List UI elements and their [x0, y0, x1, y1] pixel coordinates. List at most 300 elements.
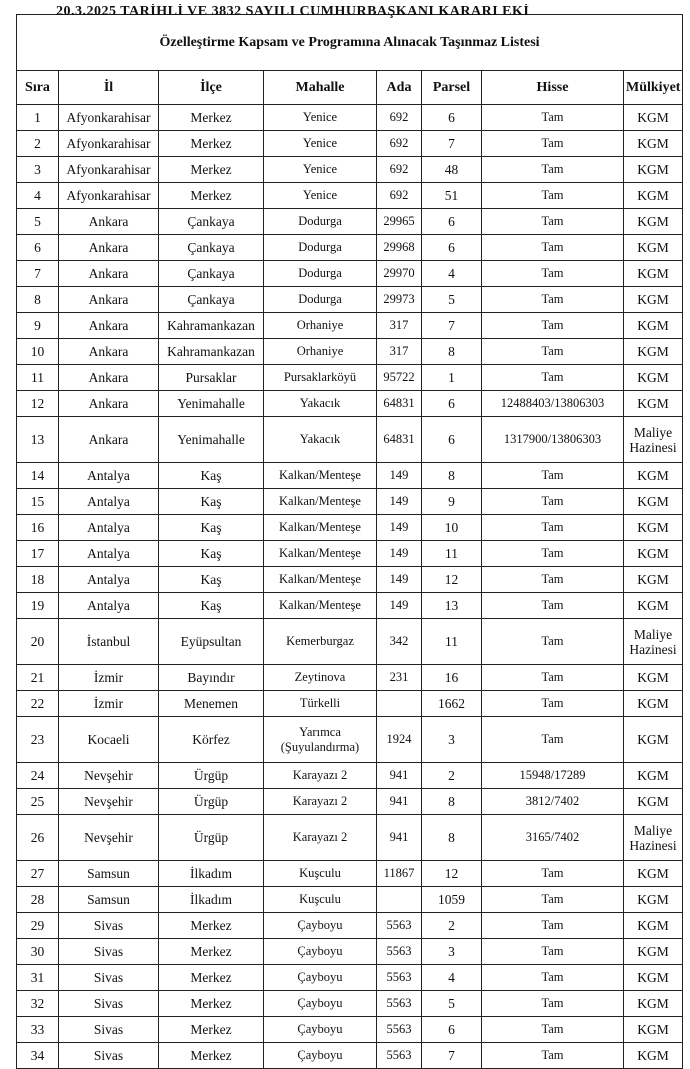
document-page [16, 4, 682, 1069]
table-row [17, 913, 683, 939]
cell-hisse: Tam [482, 157, 624, 183]
cell-hisse: Tam [482, 131, 624, 157]
cell-il: İzmir [59, 665, 159, 691]
cell-ada: 64831 [377, 391, 422, 417]
cell-ilce: Kahramankazan [159, 313, 264, 339]
cell-ada: 5563 [377, 1017, 422, 1043]
column-header-parsel: Parsel [422, 71, 482, 105]
table-row [17, 391, 683, 417]
cell-sira: 9 [17, 313, 59, 339]
cell-hisse: 1317900/13806303 [482, 417, 624, 463]
cell-ada: 342 [377, 619, 422, 665]
cell-mulkiyet: KGM [624, 463, 683, 489]
cell-parsel: 7 [422, 313, 482, 339]
cell-mahalle: Yenice [264, 131, 377, 157]
cell-ada: 149 [377, 541, 422, 567]
cell-ilce: Merkez [159, 939, 264, 965]
cell-sira: 23 [17, 717, 59, 763]
cell-ada: 29965 [377, 209, 422, 235]
cell-hisse: Tam [482, 261, 624, 287]
cell-il: Ankara [59, 287, 159, 313]
cell-mahalle: Kalkan/Menteşe [264, 567, 377, 593]
cell-mulkiyet: KGM [624, 157, 683, 183]
cell-mahalle: Orhaniye [264, 339, 377, 365]
cell-hisse: Tam [482, 489, 624, 515]
table-row [17, 183, 683, 209]
cell-mulkiyet: KGM [624, 861, 683, 887]
table-row [17, 261, 683, 287]
cell-ilce: Çankaya [159, 209, 264, 235]
table-row [17, 339, 683, 365]
cell-mahalle: Çayboyu [264, 913, 377, 939]
cell-sira: 2 [17, 131, 59, 157]
cell-ada: 149 [377, 593, 422, 619]
cell-il: Sivas [59, 1017, 159, 1043]
cell-ilce: Merkez [159, 1043, 264, 1069]
cell-sira: 25 [17, 789, 59, 815]
cell-il: Antalya [59, 515, 159, 541]
cell-ilce: Çankaya [159, 261, 264, 287]
cell-mulkiyet: KGM [624, 541, 683, 567]
cell-ada: 692 [377, 105, 422, 131]
cell-mulkiyet: KGM [624, 105, 683, 131]
cell-sira: 16 [17, 515, 59, 541]
cell-parsel: 2 [422, 913, 482, 939]
cell-hisse: Tam [482, 541, 624, 567]
cell-hisse: Tam [482, 593, 624, 619]
table-row [17, 939, 683, 965]
cell-mahalle: Kalkan/Menteşe [264, 541, 377, 567]
cell-ilce: Merkez [159, 913, 264, 939]
cell-sira: 29 [17, 913, 59, 939]
cell-mahalle: Çayboyu [264, 991, 377, 1017]
cell-hisse: Tam [482, 105, 624, 131]
cell-hisse: Tam [482, 913, 624, 939]
cell-mulkiyet: Maliye Hazinesi [624, 619, 683, 665]
table-row [17, 489, 683, 515]
cell-mulkiyet: KGM [624, 287, 683, 313]
cell-parsel: 7 [422, 131, 482, 157]
cell-mahalle: Kalkan/Menteşe [264, 515, 377, 541]
cell-mahalle: Kalkan/Menteşe [264, 463, 377, 489]
cell-mulkiyet: Maliye Hazinesi [624, 417, 683, 463]
cell-mulkiyet: KGM [624, 991, 683, 1017]
cell-mulkiyet: KGM [624, 593, 683, 619]
cell-mulkiyet: KGM [624, 939, 683, 965]
cell-mahalle: Çayboyu [264, 965, 377, 991]
cell-sira: 11 [17, 365, 59, 391]
cell-hisse: 12488403/13806303 [482, 391, 624, 417]
cell-parsel: 1 [422, 365, 482, 391]
cell-mulkiyet: KGM [624, 691, 683, 717]
cell-sira: 13 [17, 417, 59, 463]
cell-parsel: 48 [422, 157, 482, 183]
table-row [17, 235, 683, 261]
cell-parsel: 13 [422, 593, 482, 619]
column-header-ilce: İlçe [159, 71, 264, 105]
cell-parsel: 7 [422, 1043, 482, 1069]
cell-ilce: Merkez [159, 965, 264, 991]
cell-parsel: 3 [422, 717, 482, 763]
cell-mulkiyet: KGM [624, 1043, 683, 1069]
cell-hisse: Tam [482, 665, 624, 691]
cell-parsel: 10 [422, 515, 482, 541]
column-header-hisse: Hisse [482, 71, 624, 105]
cell-ilce: İlkadım [159, 861, 264, 887]
cell-il: Ankara [59, 313, 159, 339]
cell-ada: 29968 [377, 235, 422, 261]
table-row [17, 1043, 683, 1069]
cell-ilce: Ürgüp [159, 763, 264, 789]
cell-sira: 30 [17, 939, 59, 965]
cell-mulkiyet: KGM [624, 665, 683, 691]
cell-ada: 5563 [377, 939, 422, 965]
cell-sira: 6 [17, 235, 59, 261]
cell-il: Ankara [59, 365, 159, 391]
table-row [17, 619, 683, 665]
cell-ada: 692 [377, 131, 422, 157]
table-body [17, 105, 683, 1069]
cell-mahalle: Dodurga [264, 209, 377, 235]
cell-mahalle: Yenice [264, 183, 377, 209]
cell-il: Samsun [59, 861, 159, 887]
cell-mulkiyet: KGM [624, 365, 683, 391]
table-row [17, 763, 683, 789]
table-row [17, 365, 683, 391]
cell-il: Antalya [59, 567, 159, 593]
cell-mulkiyet: KGM [624, 209, 683, 235]
cell-parsel: 6 [422, 209, 482, 235]
cell-mulkiyet: KGM [624, 489, 683, 515]
table-row [17, 1017, 683, 1043]
cell-mahalle: Zeytinova [264, 665, 377, 691]
cell-sira: 10 [17, 339, 59, 365]
cell-sira: 1 [17, 105, 59, 131]
cell-parsel: 11 [422, 541, 482, 567]
cell-hisse: Tam [482, 1043, 624, 1069]
cell-sira: 26 [17, 815, 59, 861]
cell-il: Antalya [59, 593, 159, 619]
table-row [17, 691, 683, 717]
cell-parsel: 5 [422, 287, 482, 313]
cell-il: Antalya [59, 541, 159, 567]
cell-mulkiyet: KGM [624, 965, 683, 991]
table-row [17, 209, 683, 235]
cell-mahalle: Yakacık [264, 417, 377, 463]
cell-il: Ankara [59, 391, 159, 417]
cell-mahalle: Yenice [264, 157, 377, 183]
cell-mahalle: Kuşculu [264, 887, 377, 913]
cell-sira: 15 [17, 489, 59, 515]
cell-parsel: 16 [422, 665, 482, 691]
cell-il: Ankara [59, 417, 159, 463]
cell-ada: 941 [377, 789, 422, 815]
cell-ilce: Yenimahalle [159, 417, 264, 463]
cell-ada: 95722 [377, 365, 422, 391]
cell-parsel: 1662 [422, 691, 482, 717]
cell-mahalle: Karayazı 2 [264, 763, 377, 789]
cell-ilce: Kaş [159, 515, 264, 541]
cell-parsel: 1059 [422, 887, 482, 913]
cell-ilce: Kaş [159, 541, 264, 567]
cell-il: Afyonkarahisar [59, 183, 159, 209]
cell-hisse: Tam [482, 861, 624, 887]
cell-mulkiyet: KGM [624, 339, 683, 365]
cell-il: Antalya [59, 463, 159, 489]
cell-ilce: Çankaya [159, 235, 264, 261]
cell-ada: 29973 [377, 287, 422, 313]
cell-parsel: 3 [422, 939, 482, 965]
cell-mahalle: Yarımca (Şuyulandırma) [264, 717, 377, 763]
cell-sira: 22 [17, 691, 59, 717]
cell-hisse: Tam [482, 1017, 624, 1043]
table-row [17, 789, 683, 815]
cell-ilce: Merkez [159, 105, 264, 131]
column-header-mulkiyet: Mülkiyet [624, 71, 683, 105]
cell-mahalle: Çayboyu [264, 939, 377, 965]
cell-hisse: Tam [482, 235, 624, 261]
cell-hisse: Tam [482, 515, 624, 541]
cell-ilce: Körfez [159, 717, 264, 763]
cell-ilce: Bayındır [159, 665, 264, 691]
cell-mahalle: Çayboyu [264, 1043, 377, 1069]
table-row [17, 417, 683, 463]
cell-ilce: Menemen [159, 691, 264, 717]
cell-ilce: Merkez [159, 157, 264, 183]
cell-mahalle: Dodurga [264, 287, 377, 313]
cell-sira: 17 [17, 541, 59, 567]
cell-ilce: Ürgüp [159, 789, 264, 815]
cell-mahalle: Karayazı 2 [264, 789, 377, 815]
cell-hisse: Tam [482, 717, 624, 763]
cell-mulkiyet: KGM [624, 235, 683, 261]
cell-parsel: 5 [422, 991, 482, 1017]
cell-il: Nevşehir [59, 763, 159, 789]
cell-parsel: 8 [422, 789, 482, 815]
cell-sira: 18 [17, 567, 59, 593]
cell-il: İzmir [59, 691, 159, 717]
cell-ada: 692 [377, 183, 422, 209]
cell-parsel: 4 [422, 965, 482, 991]
cell-hisse: 3165/7402 [482, 815, 624, 861]
cell-sira: 14 [17, 463, 59, 489]
cell-sira: 3 [17, 157, 59, 183]
cell-parsel: 4 [422, 261, 482, 287]
cell-hisse: Tam [482, 339, 624, 365]
cell-ada: 692 [377, 157, 422, 183]
cell-hisse: Tam [482, 691, 624, 717]
table-row [17, 887, 683, 913]
column-header-sira: Sıra [17, 71, 59, 105]
cell-mulkiyet: KGM [624, 763, 683, 789]
cell-ada: 231 [377, 665, 422, 691]
cell-parsel: 6 [422, 1017, 482, 1043]
cell-sira: 4 [17, 183, 59, 209]
cell-ada [377, 691, 422, 717]
cell-parsel: 6 [422, 235, 482, 261]
table-title: Özelleştirme Kapsam ve Programına Alınacak Taşınmaz Listesi [17, 15, 683, 71]
cell-mahalle: Kuşculu [264, 861, 377, 887]
cell-hisse: Tam [482, 365, 624, 391]
cell-hisse: Tam [482, 567, 624, 593]
table-row [17, 593, 683, 619]
cell-ada: 5563 [377, 991, 422, 1017]
cell-mulkiyet: KGM [624, 131, 683, 157]
table-row [17, 105, 683, 131]
cell-parsel: 8 [422, 463, 482, 489]
cell-il: Ankara [59, 339, 159, 365]
cell-sira: 27 [17, 861, 59, 887]
cell-hisse: Tam [482, 313, 624, 339]
cell-hisse: Tam [482, 209, 624, 235]
cell-il: Samsun [59, 887, 159, 913]
cell-ilce: Kaş [159, 463, 264, 489]
column-header-mahalle: Mahalle [264, 71, 377, 105]
cell-ada [377, 887, 422, 913]
cell-parsel: 8 [422, 815, 482, 861]
table-row [17, 157, 683, 183]
table-row [17, 131, 683, 157]
cell-sira: 19 [17, 593, 59, 619]
document-header-text: 20.3.2025 TARİHLİ VE 3832 SAYILI CUMHURBAŞKANI KARARI EKİ [56, 4, 530, 19]
cell-hisse: Tam [482, 619, 624, 665]
table-header-row [17, 71, 683, 105]
cell-parsel: 8 [422, 339, 482, 365]
cell-ilce: Kaş [159, 593, 264, 619]
cell-ada: 149 [377, 515, 422, 541]
cell-mulkiyet: KGM [624, 717, 683, 763]
cell-ilce: Eyüpsultan [159, 619, 264, 665]
cell-mulkiyet: KGM [624, 1017, 683, 1043]
cell-mulkiyet: Maliye Hazinesi [624, 815, 683, 861]
cell-ilce: Kaş [159, 567, 264, 593]
cell-hisse: Tam [482, 287, 624, 313]
cell-il: Sivas [59, 965, 159, 991]
cell-ada: 5563 [377, 1043, 422, 1069]
cell-mulkiyet: KGM [624, 183, 683, 209]
cell-mahalle: Dodurga [264, 235, 377, 261]
cell-il: Ankara [59, 209, 159, 235]
cell-hisse: Tam [482, 887, 624, 913]
cell-ilce: Yenimahalle [159, 391, 264, 417]
cell-il: Afyonkarahisar [59, 131, 159, 157]
cell-mulkiyet: KGM [624, 789, 683, 815]
cell-sira: 28 [17, 887, 59, 913]
cell-mahalle: Kalkan/Menteşe [264, 489, 377, 515]
property-list-table [16, 14, 683, 1069]
cell-ada: 5563 [377, 965, 422, 991]
table-row [17, 313, 683, 339]
cell-sira: 20 [17, 619, 59, 665]
cell-sira: 12 [17, 391, 59, 417]
table-row [17, 965, 683, 991]
cell-parsel: 9 [422, 489, 482, 515]
table-row [17, 541, 683, 567]
cell-parsel: 6 [422, 391, 482, 417]
cell-ilce: Pursaklar [159, 365, 264, 391]
cell-ilce: Merkez [159, 131, 264, 157]
cell-hisse: Tam [482, 991, 624, 1017]
cell-mulkiyet: KGM [624, 391, 683, 417]
cell-mulkiyet: KGM [624, 261, 683, 287]
cell-il: Ankara [59, 235, 159, 261]
cell-ada: 317 [377, 313, 422, 339]
cell-il: Afyonkarahisar [59, 105, 159, 131]
cell-il: Nevşehir [59, 815, 159, 861]
cell-mulkiyet: KGM [624, 515, 683, 541]
cell-parsel: 6 [422, 417, 482, 463]
table-row [17, 861, 683, 887]
table-row [17, 287, 683, 313]
cell-parsel: 6 [422, 105, 482, 131]
cell-mahalle: Orhaniye [264, 313, 377, 339]
cell-il: İstanbul [59, 619, 159, 665]
cell-ilce: Merkez [159, 991, 264, 1017]
cell-hisse: Tam [482, 965, 624, 991]
cell-ada: 149 [377, 463, 422, 489]
cell-parsel: 12 [422, 861, 482, 887]
cell-sira: 5 [17, 209, 59, 235]
cell-sira: 7 [17, 261, 59, 287]
cell-mahalle: Türkelli [264, 691, 377, 717]
cell-il: Afyonkarahisar [59, 157, 159, 183]
cell-mahalle: Dodurga [264, 261, 377, 287]
cell-il: Kocaeli [59, 717, 159, 763]
cell-ada: 941 [377, 763, 422, 789]
cell-ilce: Kahramankazan [159, 339, 264, 365]
cell-sira: 21 [17, 665, 59, 691]
cell-parsel: 2 [422, 763, 482, 789]
cell-sira: 32 [17, 991, 59, 1017]
cell-ada: 11867 [377, 861, 422, 887]
cell-hisse: Tam [482, 183, 624, 209]
cell-ilce: Kaş [159, 489, 264, 515]
table-row [17, 991, 683, 1017]
cell-hisse: 15948/17289 [482, 763, 624, 789]
cell-sira: 8 [17, 287, 59, 313]
cell-il: Sivas [59, 913, 159, 939]
cell-ada: 317 [377, 339, 422, 365]
cell-parsel: 51 [422, 183, 482, 209]
cell-mulkiyet: KGM [624, 567, 683, 593]
table-row [17, 515, 683, 541]
cell-sira: 34 [17, 1043, 59, 1069]
column-header-ada: Ada [377, 71, 422, 105]
cell-mulkiyet: KGM [624, 887, 683, 913]
cell-parsel: 11 [422, 619, 482, 665]
cell-hisse: 3812/7402 [482, 789, 624, 815]
cell-ada: 64831 [377, 417, 422, 463]
cell-ilce: Çankaya [159, 287, 264, 313]
cell-ada: 29970 [377, 261, 422, 287]
cell-ilce: Ürgüp [159, 815, 264, 861]
cell-ilce: Merkez [159, 183, 264, 209]
cell-sira: 24 [17, 763, 59, 789]
table-row [17, 567, 683, 593]
cell-mahalle: Kalkan/Menteşe [264, 593, 377, 619]
cell-mulkiyet: KGM [624, 313, 683, 339]
column-header-il: İl [59, 71, 159, 105]
cell-mahalle: Pursaklarköyü [264, 365, 377, 391]
table-row [17, 665, 683, 691]
cell-sira: 33 [17, 1017, 59, 1043]
table-row [17, 463, 683, 489]
cell-mahalle: Kemerburgaz [264, 619, 377, 665]
cell-ilce: İlkadım [159, 887, 264, 913]
cell-il: Antalya [59, 489, 159, 515]
cell-mahalle: Karayazı 2 [264, 815, 377, 861]
cell-il: Sivas [59, 939, 159, 965]
